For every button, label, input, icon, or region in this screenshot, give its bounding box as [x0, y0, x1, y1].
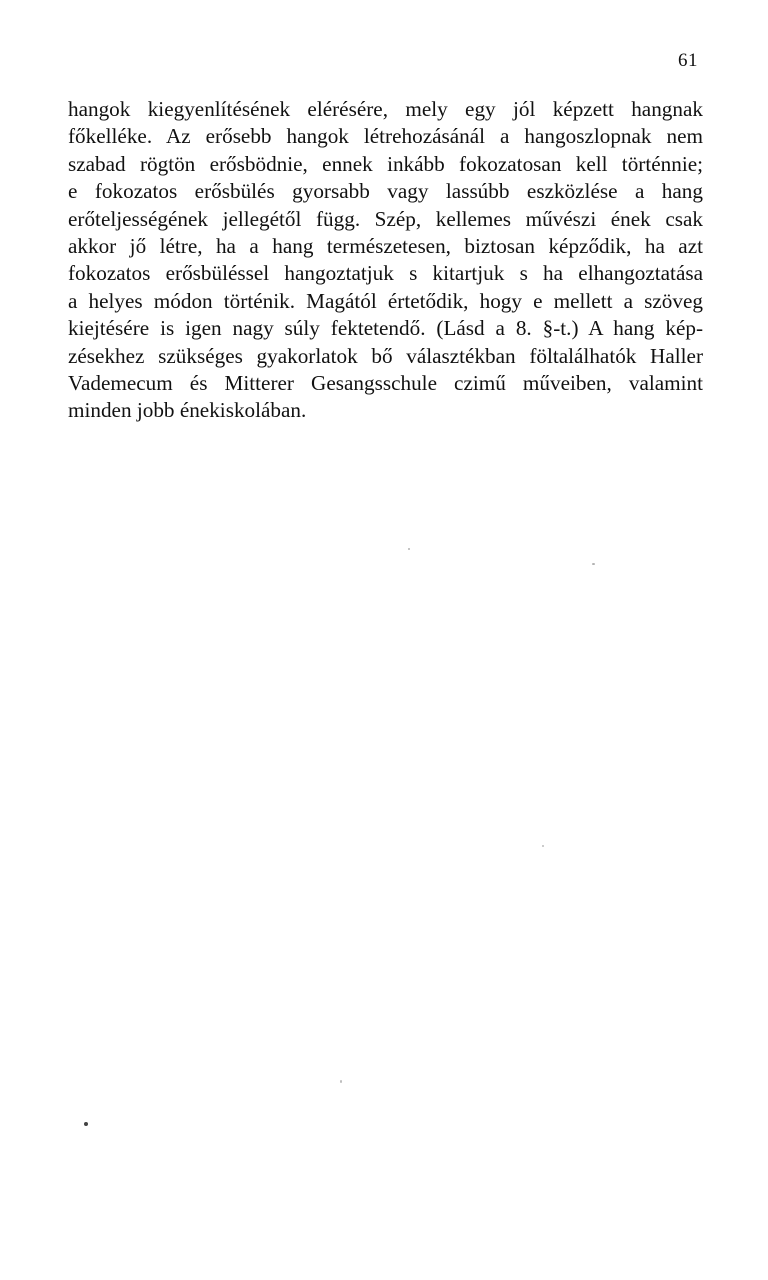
text-line: kiejtésére is igen nagy súly fektetendő. (Lásd a 8. §-t.) A hang kép-: [68, 316, 703, 341]
text-line: akkor jő létre, ha a hang természetesen, biztosan képződik, ha azt: [68, 233, 703, 258]
text-line: fokozatos erősbüléssel hangoztatjuk s kitartjuk s ha elhangoztatása: [68, 261, 703, 286]
scan-speck: [84, 1122, 88, 1126]
text-line: főkelléke. Az erősebb hangok létrehozásánál a hangoszlopnak nem: [68, 124, 703, 149]
text-line: e fokozatos erősbülés gyorsabb vagy lassúbb eszközlése a hang: [68, 179, 703, 204]
scan-speck: [340, 1080, 342, 1083]
text-line: hangok kiegyenlítésének elérésére, mely egy jól képzett hangnak: [68, 97, 703, 121]
scan-speck: [592, 563, 595, 565]
text-line: a helyes módon történik. Magától értetődik, hogy e mellett a szöveg: [68, 288, 703, 313]
scan-speck: [542, 845, 544, 847]
text-line: zésekhez szükséges gyakorlatok bő választékban föltalálhatók Haller: [68, 343, 703, 368]
text-line: Vademecum és Mitterer Gesangsschule czimű műveiben, valamint: [68, 370, 703, 395]
text-line: minden jobb énekiskolában.: [68, 398, 307, 423]
text-line: erőteljességének jellegétől függ. Szép, kellemes művészi ének csak: [68, 206, 703, 231]
body-paragraph: [68, 96, 703, 425]
text-line: szabad rögtön erősbödnie, ennek inkább fokozatosan kell történnie;: [68, 151, 703, 176]
page-number: 61: [678, 50, 698, 71]
scan-speck: [408, 548, 410, 550]
